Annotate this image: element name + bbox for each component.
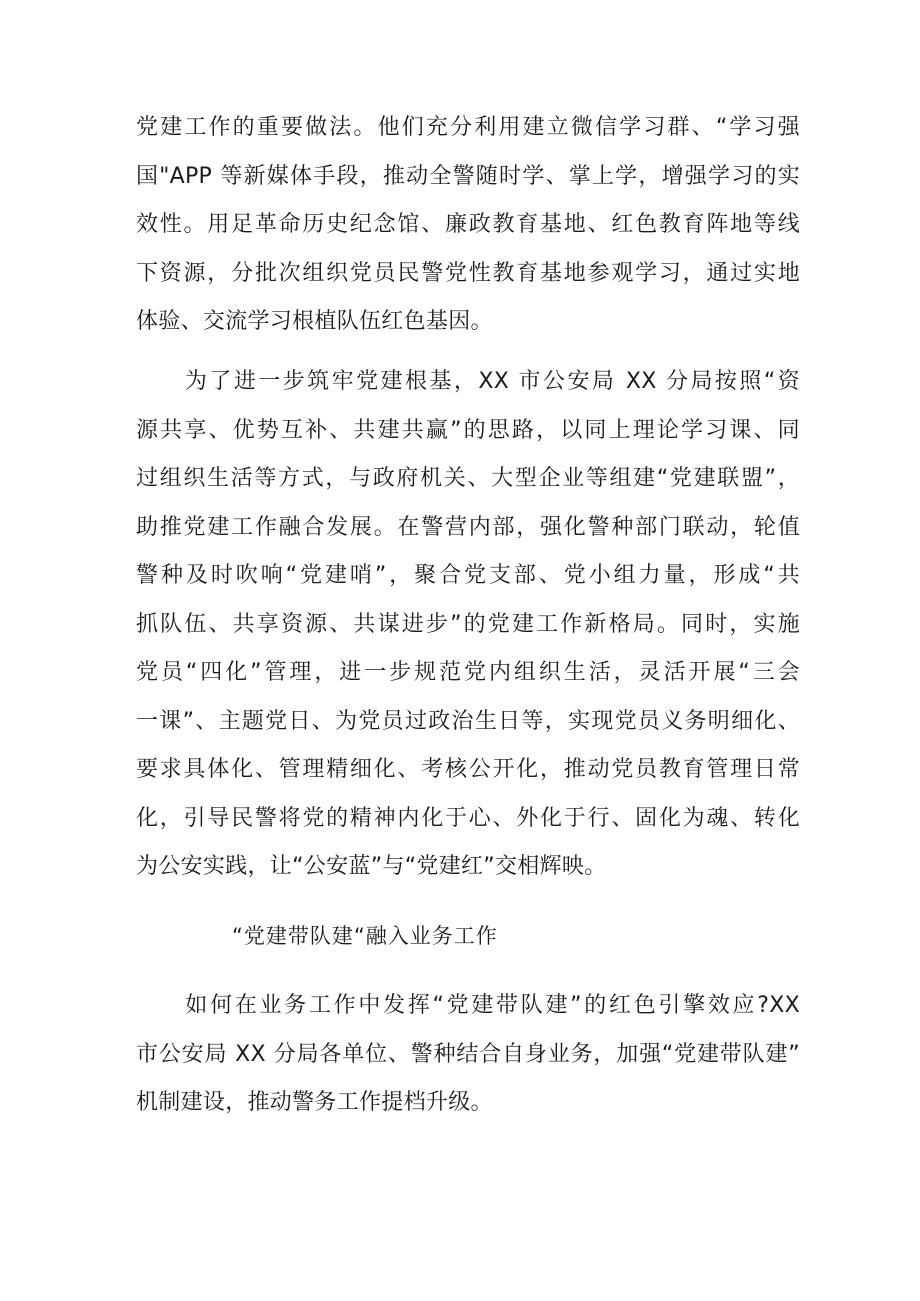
paragraph-line: 要求具体化、管理精细化、考核公开化，推动党员教育管理日常 [136,757,800,782]
paragraph-line: 国"APP 等新媒体手段，推动全警随时学、掌上学，增强学习的实 [136,163,800,189]
paragraph-line: 如何在业务工作中发挥“党建带队建”的红色引擎效应?XX [136,993,800,1018]
section-heading: “党建带队建“融入业务工作 [232,924,498,948]
paragraph-line: 化，引导民警将党的精神内化于心、外化于行、固化为魂、转化 [136,805,800,831]
paragraph-line: 一课”、主题党日、为党员过政治生日等，实现党员义务明细化、 [136,708,800,734]
paragraph-line: 机制建设，推动警务工作提档升级。 [136,1090,493,1115]
paragraph-line: 党员“四化”管理，进一步规范党内组织生活，灵活开展“三会 [136,660,800,685]
paragraph-line: 源共享、优势互补、共建共赢”的思路，以同上理论学习课、同 [136,417,800,443]
paragraph-line: 效性。用足革命历史纪念馆、廉政教育基地、红色教育阵地等线 [136,212,800,237]
paragraph-2 [136,358,800,892]
paragraph-line: 过组织生活等方式，与政府机关、大型企业等组建“党建联盟”， [136,466,800,491]
paragraph-3 [136,982,800,1128]
paragraph-line: 市公安局 XX 分局各单位、警种结合自身业务，加强“党建带队建” [136,1041,800,1067]
paragraph-line: 体验、交流学习根植队伍红色基因。 [136,309,493,334]
paragraph-line: 为了进一步筑牢党建根基，XX 市公安局 XX 分局按照“资 [136,369,800,394]
paragraph-line: 为公安实践，让“公安蓝”与“党建红”交相辉映。 [136,854,607,879]
paragraph-line: 党建工作的重要做法。他们充分利用建立微信学习群、“学习强 [136,115,800,140]
paragraph-line: 下资源，分批次组织党员民警党性教育基地参观学习，通过实地 [136,260,800,286]
paragraph-line: 警种及时吹响“党建哨”，聚合党支部、党小组力量，形成“共 [136,563,800,588]
paragraph-line: 抓队伍、共享资源、共谋进步”的党建工作新格局。同时，实施 [136,611,800,637]
paragraph-line: 助推党建工作融合发展。在警营内部，强化警种部门联动，轮值 [136,514,800,540]
paragraph-1 [136,104,800,347]
